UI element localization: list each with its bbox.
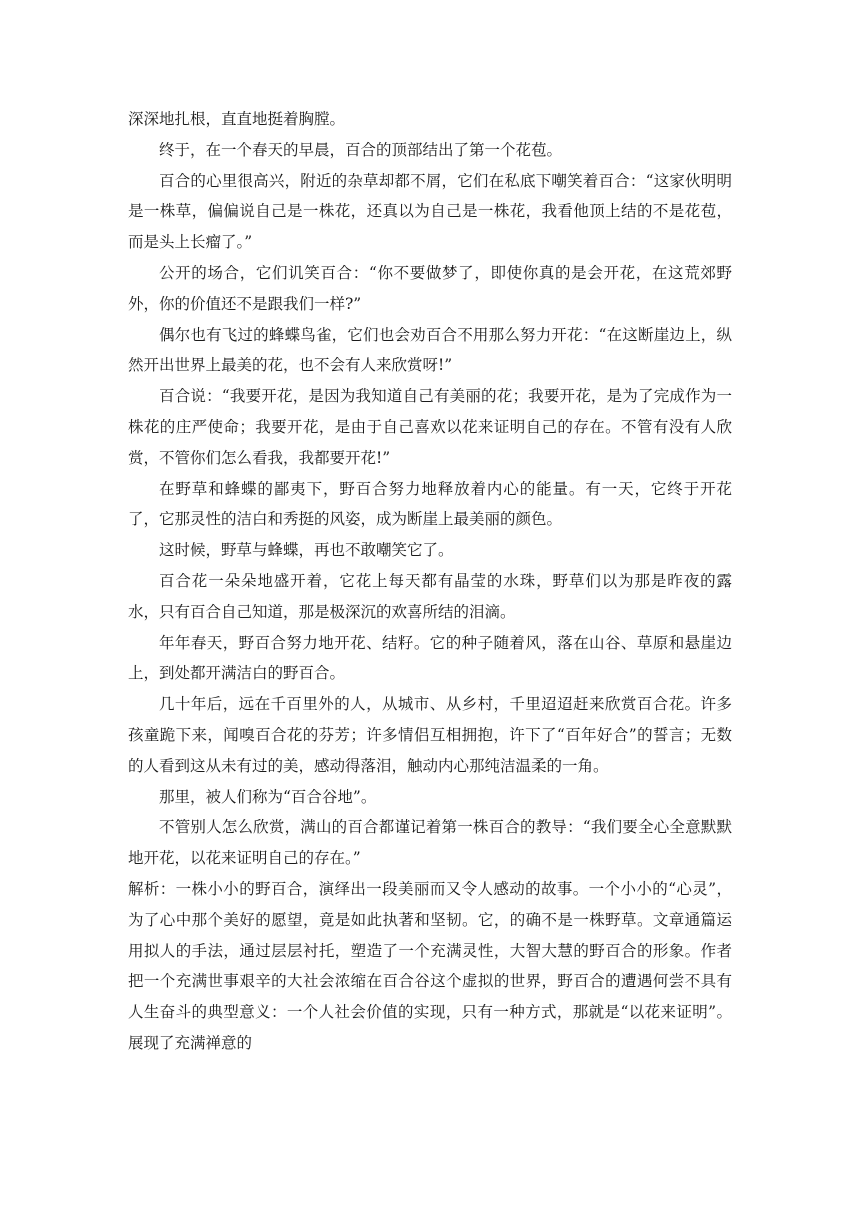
paragraph-9: 百合花一朵朵地盛开着，它花上每天都有晶莹的水珠，野草们以为那是昨夜的露水，只有百合自己知道，那是极深沉的欢喜所结的泪滴。: [128, 571, 732, 621]
paragraph-10: 年年春天，野百合努力地开花、结籽。它的种子随着风，落在山谷、草原和悬崖边上，到处都开满洁白的野百合。: [128, 633, 732, 683]
paragraph-12: 那里，被人们称为“百合谷地”。: [159, 787, 377, 806]
paragraph-13: 不管别人怎么欣赏，满山的百合都谨记着第一株百合的教导：“我们要全心全意默默地开花，以花来证明自己的存在。”: [128, 818, 732, 868]
analysis-paragraph: 解析：一株小小的野百合，演绎出一段美丽而又令人感动的故事。一个小小的“心灵”，为了心中那个美好的愿望，竟是如此执著和坚韧。它，的确不是一株野草。文章通篇运用拟人的手法，通过层层衬托，塑造了一个充满灵性，大智大慧的野百合的形象。作者把一个充满世事艰辛的大社会浓缩在百合谷这个虚拟的世界，野百合的遭遇何尝不具有人生奋斗的典型意义：一个人社会价值的实现，只有一种方式，那就是“以花来证明”。展现了充满禅意的: [128, 879, 732, 1052]
paragraph-2: 终于，在一个春天的早晨，百合的顶部结出了第一个花苞。: [159, 140, 563, 159]
paragraph-8: 这时候，野草与蜂蝶，再也不敢嘲笑它了。: [159, 541, 454, 560]
paragraph-1: 深深地扎根，直直地挺着胸膛。: [128, 110, 346, 128]
paragraph-11: 几十年后，远在千百里外的人，从城市、从乡村，千里迢迢赶来欣赏百合花。许多孩童跪下来，闻嗅百合花的芬芳；许多情侣互相拥抱，许下了“百年好合”的誓言；无数的人看到这从未有过的美，感动得落泪，触动内心那纯洁温柔的一角。: [128, 695, 732, 775]
paragraph-4: 公开的场合，它们讥笑百合：“你不要做梦了，即使你真的是会开花，在这荒郊野外，你的价值还不是跟我们一样?”: [128, 263, 732, 313]
paragraph-3: 百合的心里很高兴，附近的杂草却都不屑，它们在私底下嘲笑着百合：“这家伙明明是一株草，偏偏说自己是一株花，还真以为自己是一株花，我看他顶上结的不是花苞，而是头上长瘤了。”: [128, 171, 732, 252]
paragraph-7: 在野草和蜂蝶的鄙夷下，野百合努力地释放着内心的能量。有一天，它终于开花了，它那灵性的洁白和秀挺的风姿，成为断崖上最美丽的颜色。: [128, 479, 732, 529]
paragraph-5: 偶尔也有飞过的蜂蝶鸟雀，它们也会劝百合不用那么努力开花：“在这断崖边上，纵然开出世界上最美的花，也不会有人来欣赏呀!”: [128, 325, 732, 375]
article-body: [128, 104, 732, 1059]
paragraph-6: 百合说：“我要开花，是因为我知道自己有美丽的花；我要开花，是为了完成作为一株花的庄严使命；我要开花，是由于自己喜欢以花来证明自己的存在。不管有没有人欣赏，不管你们怎么看我，我都要开花!”: [128, 387, 732, 467]
